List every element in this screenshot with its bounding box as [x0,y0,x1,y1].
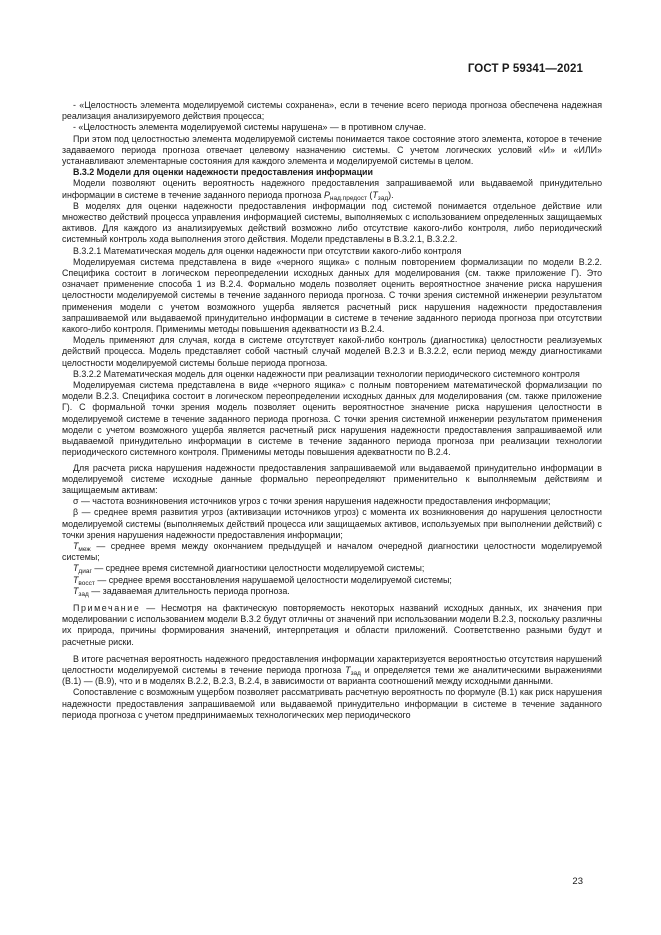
subsection-heading: В.3.2.2 Математическая модель для оценки надежности при реализации технологии периодического системного контроля [73,368,580,379]
paragraph: Сопоставление с возможным ущербом позволяет рассматривать расчетную вероятность по формуле (В.1) как риск нарушения надежности предоставления запрашиваемой или выдаваемой принудительно информации в системе в течение заданного периода прогноза с учетом предпринимаемых технологических мер периодического [62,687,602,720]
page-content [62,100,602,721]
paragraph: Моделируемая система представлена в виде «черного ящика» с полным повторением формализации по модели В.2.2. Специфика состоит в логическом переопределении исходных данных для моделирования (см. также приложение Г). Это означает применение способа 1 из В.2.4. Формально модель позволяет оценить вероятностное значение риска нарушения целостности моделируемой системы в течение заданного периода прогноза. С точки зрения системной инженерии результатом применения модели с учетом возможного ущерба является расчетный риск нарушения надежности предоставления запрашиваемой или выдаваемой принудительно информации в системе в течение заданного периода прогноза при отсутствии какого-либо контроля. Применимы методы повышения адекватности из В.2.4. [62,256,602,335]
definition-t-mezh: $T_{меж}$ — среднее время между окончанием предыдущей и началом очередной диагностики целостности моделируемой системы; [62,540,602,563]
definition-t-zad: $T_{зад}$ — задаваемая длительность периода прогноза. [73,585,290,598]
paragraph: - «Целостность элемента моделируемой системы сохранена», если в течение всего периода прогноза обеспечена надежная реализация анализируемого действия процесса; [62,100,602,122]
paragraph: Для расчета риска нарушения надежности предоставления запрашиваемой или выдаваемой принудительно информации в моделируемой системе исходные данные формально переопределяют применительно к выполняемым действиям и защищаемым активам: [62,462,602,495]
page-number: 23 [572,876,583,887]
note-paragraph: Примечание — Несмотря на фактическую повторяемость некоторых названий исходных данных, их значения при моделировании с использованием модели В.3.2 будут отличны от значений при использовании модели В.2.3, поскольку различны их природа, причины формирования значений, интерпретация и области приложений. Соответственно разными будут и расчетные риски. [62,602,603,647]
subsection-heading: В.3.2.1 Математическая модель для оценки надежности при отсутствии какого-либо контроля [73,245,462,256]
paragraph: В моделях для оценки надежности предоставления информации под системой понимается отдельное действие или множество действий процесса управления информацией системы, выполняемых с использованием определенных защищаемых активов. Для каждого из анализируемых действий возможно либо отсутствие какого-либо контроля, либо периодический системный контроль хода выполнения этого действия. Модели представлены в В.3.2.1, В.3.2.2. [62,200,602,245]
paragraph: - «Целостность элемента моделируемой системы нарушена» — в противном случае. [73,122,427,133]
paragraph: Модель применяют для случая, когда в системе отсутствует какой-либо контроль (диагностика) целостности реализуемых действий процесса. Модель представляет собой частный случай моделей В.2.3 и В.3.2.2, если период между диагностиками целостности моделируемой системы больше периода прогноза. [62,335,602,368]
paragraph: При этом под целостностью элемента моделируемой системы понимается такое состояние этого элемента, которое в течение задаваемого периода прогноза отвечает целевому назначению системы. С учетом логических условий «И» и «ИЛИ» устанавливают элементарные состояния для каждого элемента и моделируемой системы в целом. [62,133,602,167]
section-heading: В.3.2 Модели для оценки надежности предоставления информации [73,167,373,178]
document-header: ГОСТ Р 59341—2021 [467,63,583,75]
paragraph: Модели позволяют оценить вероятность надежного предоставления запрашиваемой или выдаваемой принудительно информации в системе в течение заданного периода прогноза $P_{над.предост}$ $(T_{зад})$. [62,178,602,202]
definition-beta: β — среднее время развития угроз (активизации источников угроз) с момента их возникновения до нарушения целостности моделируемой системы (выполняемых действий процесса или защищаемых активов, используемых при выполнении действий) с точки зрения нарушения надежности предоставления информации; [62,507,602,540]
definition-sigma: σ — частота возникновения источников угроз с точки зрения нарушения надежности предоставления информации; [73,496,551,507]
paragraph: В итоге расчетная вероятность надежного предоставления информации характеризуется вероятностью отсутствия нарушений целостности моделируемой системы в течение периода прогноза $T_{зад}$ и определяется теми же аналитическими выражениями (В.1) — (В.9), что и в моделях В.2.2, В.2.3, В.2.4, в зависимости от варианта соотношений между исходными данными. [62,653,602,687]
definition-t-diag: $T_{диаг}$ — среднее время системной диагностики целостности моделируемой системы; [73,563,425,576]
definition-t-vosst: $T_{восст}$ — среднее время восстановления нарушаемой целостности моделируемой системы; [73,574,452,587]
paragraph: Моделируемая система представлена в виде «черного ящика» с полным повторением математической формализации по модели В.2.3. Специфика состоит в логическом переопределении исходных данных для моделирования (см. также приложение Г). С формальной точки зрения модель позволяет оценить вероятностное значение риска нарушения целостности в моделируемой системе в течение заданного периода прогноза. С точки зрения системной инженерии результатом применения модели с учетом возможного ущерба является расчетный риск нарушения надежности предоставления запрашиваемой или выдаваемой принудительно информации в системе в течение заданного периода прогноза при реализации технологии периодического системного контроля. Применимы методы повышения адекватности по В.2.4. [62,380,602,458]
note-label: Примечание [73,602,141,613]
